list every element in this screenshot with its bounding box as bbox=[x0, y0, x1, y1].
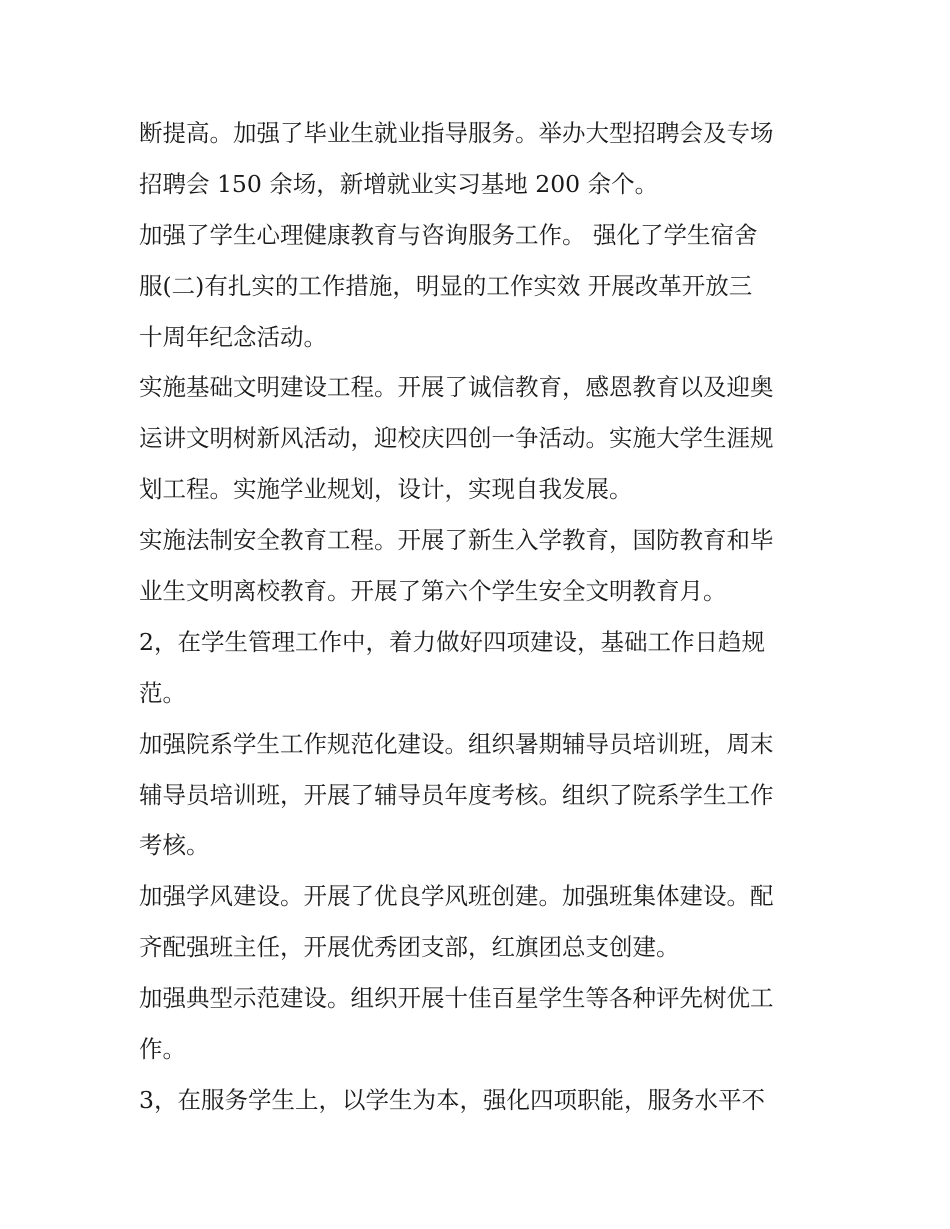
text-line: 实施基础文明建设工程。开展了诚信教育，感恩教育以及迎奥 bbox=[139, 373, 774, 402]
text-line: 加强学风建设。开展了优良学风班创建。加强班集体建设。配 bbox=[139, 882, 774, 911]
text-line: 断提高。加强了毕业生就业指导服务。举办大型招聘会及专场 bbox=[139, 119, 774, 147]
document-body bbox=[139, 108, 819, 1126]
text-line: 业生文明离校教育。开展了第六个学生安全文明教育月。 bbox=[139, 577, 727, 606]
text-line: 运讲文明树新风活动，迎校庆四创一争活动。实施大学生涯规 bbox=[139, 424, 774, 453]
text-line: 划工程。实施学业规划，设计，实现自我发展。 bbox=[139, 475, 633, 504]
text-line: 十周年纪念活动。 bbox=[139, 322, 327, 351]
text-line: 辅导员培训班，开展了辅导员年度考核。组织了院系学生工作 bbox=[139, 780, 774, 809]
text-line: 实施法制安全教育工程。开展了新生入学教育，国防教育和毕 bbox=[139, 526, 774, 555]
text-line: 服(二)有扎实的工作措施，明显的工作实效 开展改革开放三 bbox=[139, 271, 753, 300]
text-line: 招聘会 150 余场，新增就业实习基地 200 余个。 bbox=[139, 169, 659, 198]
text-line: 范。 bbox=[139, 678, 186, 707]
text-line: 齐配强班主任，开展优秀团支部，红旗团总支创建。 bbox=[139, 933, 680, 962]
text-line: 加强院系学生工作规范化建设。组织暑期辅导员培训班，周末 bbox=[139, 729, 774, 758]
text-line: 加强典型示范建设。组织开展十佳百星学生等各种评先树优工 bbox=[139, 984, 774, 1013]
text-line: 考核。 bbox=[139, 831, 210, 860]
text-line: 3，在服务学生上，以学生为本，强化四项职能，服务水平不 bbox=[139, 1085, 765, 1114]
text-line: 2，在学生管理工作中，着力做好四项建设，基础工作日趋规 bbox=[139, 627, 765, 656]
text-line: 作。 bbox=[139, 1035, 186, 1064]
text-line: 加强了学生心理健康教育与咨询服务工作。 强化了学生宿舍 bbox=[139, 220, 758, 249]
